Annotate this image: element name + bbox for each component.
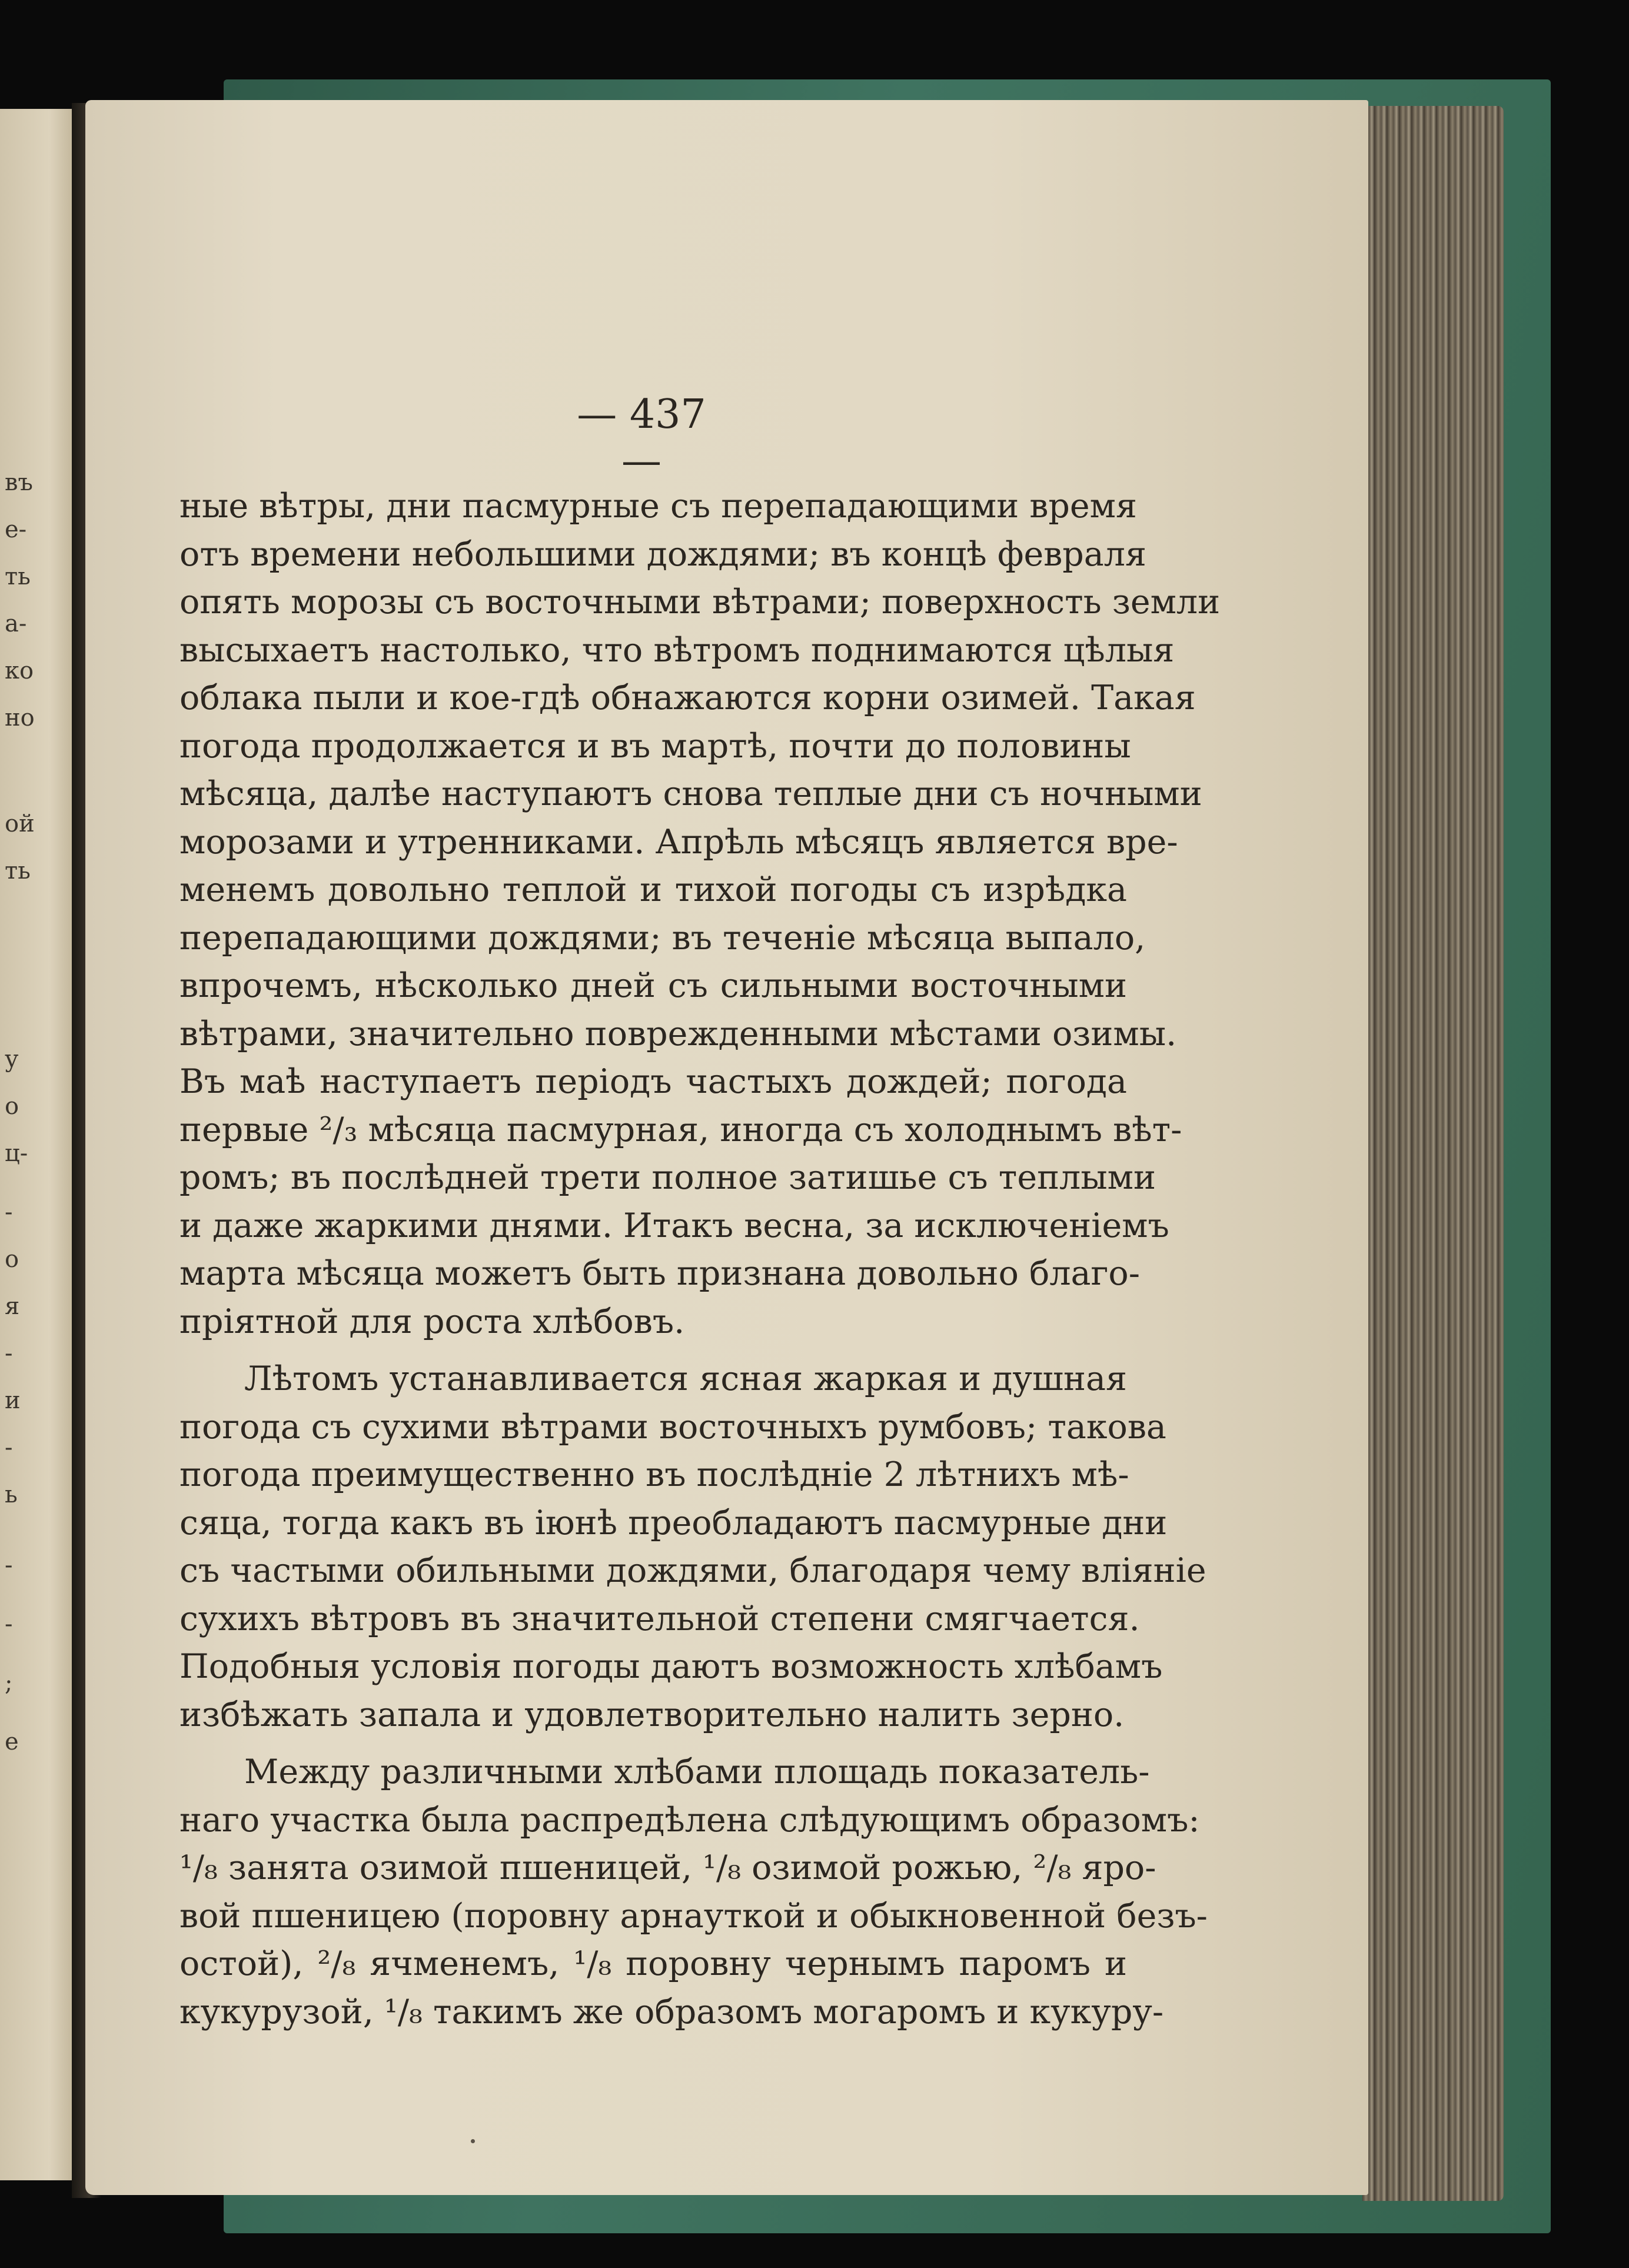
previous-page-text-fragment: о	[5, 1093, 19, 1120]
text-line: первые ²/₃ мѣсяца пасмурная, иногда съ холоднымъ вѣт-	[179, 1110, 1182, 1149]
page-text	[179, 483, 1221, 2036]
text-line: марта мѣсяца можетъ быть признана довольно благо-	[179, 1254, 1140, 1293]
text-line: облака пыли и кое-гдѣ обнажаются корни озимей. Такая	[179, 679, 1196, 717]
previous-page-text-fragment: въ	[5, 469, 33, 496]
paragraph-gap	[179, 1739, 1127, 1748]
previous-page-text-fragment: ц-	[5, 1140, 28, 1167]
text-line: перепадающими дождями; въ теченіе мѣсяца выпало,	[179, 918, 1146, 957]
ink-speck	[471, 2139, 475, 2143]
previous-page-text-fragment: у	[5, 1046, 19, 1073]
paragraph	[179, 1748, 1208, 2036]
page-edges	[1362, 106, 1504, 2201]
text-line: ¹/₈ занята озимой пшеницей, ¹/₈ озимой рожью, ²/₈ яро-	[179, 1848, 1156, 1887]
previous-page-text-fragment: ко	[5, 657, 34, 684]
previous-page-text-fragment: но	[5, 704, 35, 731]
previous-page-text-fragment: ой	[5, 810, 35, 837]
previous-page-text-fragment: ть	[5, 857, 31, 884]
text-line: ромъ; въ послѣдней трети полное затишье съ теплыми	[179, 1158, 1156, 1197]
text-line: сяца, тогда какъ въ іюнѣ преобладаютъ пасмурные дни	[179, 1503, 1168, 1542]
text-line: впрочемъ, нѣсколько дней съ сильными восточными	[179, 966, 1127, 1005]
paragraph	[179, 1355, 1206, 1739]
text-line: сухихъ вѣтровъ въ значительной степени смягчается.	[179, 1599, 1140, 1638]
text-line: опять морозы съ восточными вѣтрами; поверхность земли	[179, 583, 1221, 621]
text-line: погода продолжается и въ мартѣ, почти до половины	[179, 726, 1131, 766]
text-line: Подобныя условія погоды даютъ возможность хлѣбамъ	[179, 1647, 1163, 1686]
previous-page-text-fragment: и	[5, 1387, 21, 1414]
previous-page-text-fragment: е	[5, 1728, 19, 1755]
text-line: съ частыми обильными дождями, благодаря чему вліяніе	[179, 1551, 1206, 1590]
previous-page-text-fragment: -	[5, 1434, 13, 1461]
previous-page-text-fragment: е-	[5, 516, 27, 543]
text-line: и даже жаркими днями. Итакъ весна, за исключеніемъ	[179, 1206, 1169, 1245]
previous-page-text-fragment: ;	[5, 1670, 13, 1697]
text-line: пріятной для роста хлѣбовъ.	[179, 1302, 685, 1341]
text-line: избѣжать запала и удовлетворительно налить зерно.	[179, 1695, 1125, 1734]
text-line: наго участка была распредѣлена слѣдующимъ образомъ:	[179, 1800, 1200, 1840]
text-line: кукурузой, ¹/₈ такимъ же образомъ могаромъ и кукуру-	[179, 1992, 1164, 2031]
page-number: — 437 —	[577, 391, 706, 484]
text-line: отъ времени небольшими дождями; въ концѣ февраля	[179, 534, 1146, 574]
text-line: Лѣтомъ устанавливается ясная жаркая и душная	[244, 1359, 1127, 1398]
paragraph	[179, 483, 1221, 1346]
previous-page-text-fragment: -	[5, 1552, 13, 1579]
text-line: остой), ²/₈ ячменемъ, ¹/₈ поровну чернымъ паромъ и	[179, 1944, 1127, 1983]
previous-page-text-fragment: о	[5, 1246, 19, 1273]
previous-page-text-fragment: -	[5, 1340, 13, 1367]
previous-page-text-fragment: ть	[5, 563, 31, 590]
text-line: вой пшеницею (поровну арнауткой и обыкновенной безъ-	[179, 1896, 1208, 1936]
text-line: ные вѣтры, дни пасмурные съ перепадающими время	[179, 487, 1137, 526]
text-line: Въ маѣ наступаетъ періодъ частыхъ дождей; погода	[179, 1062, 1127, 1101]
text-line: вѣтрами, значительно поврежденными мѣстами озимы.	[179, 1014, 1177, 1053]
previous-page-text-fragment: а-	[5, 610, 27, 637]
previous-page-text-fragment: я	[5, 1293, 20, 1320]
previous-page-text-fragment: -	[5, 1199, 13, 1226]
text-line: Между различными хлѣбами площадь показатель-	[244, 1752, 1150, 1791]
previous-page-edge	[0, 109, 82, 2180]
paragraph-gap	[179, 1346, 1127, 1355]
text-line: морозами и утренниками. Апрѣль мѣсяцъ является вре-	[179, 822, 1178, 862]
book-page	[85, 100, 1368, 2195]
text-line: погода преимущественно въ послѣдніе 2 лѣтнихъ мѣ-	[179, 1455, 1129, 1494]
previous-page-text-fragment: ь	[5, 1481, 18, 1508]
text-line: высыхаетъ настолько, что вѣтромъ поднимаются цѣлыя	[179, 630, 1175, 670]
text-line: погода съ сухими вѣтрами восточныхъ румбовъ; такова	[179, 1407, 1166, 1446]
previous-page-text-fragment: -	[5, 1611, 13, 1638]
text-line: мѣсяца, далѣе наступаютъ снова теплые дни съ ночными	[179, 774, 1202, 813]
text-line: менемъ довольно теплой и тихой погоды съ изрѣдка	[179, 870, 1127, 909]
